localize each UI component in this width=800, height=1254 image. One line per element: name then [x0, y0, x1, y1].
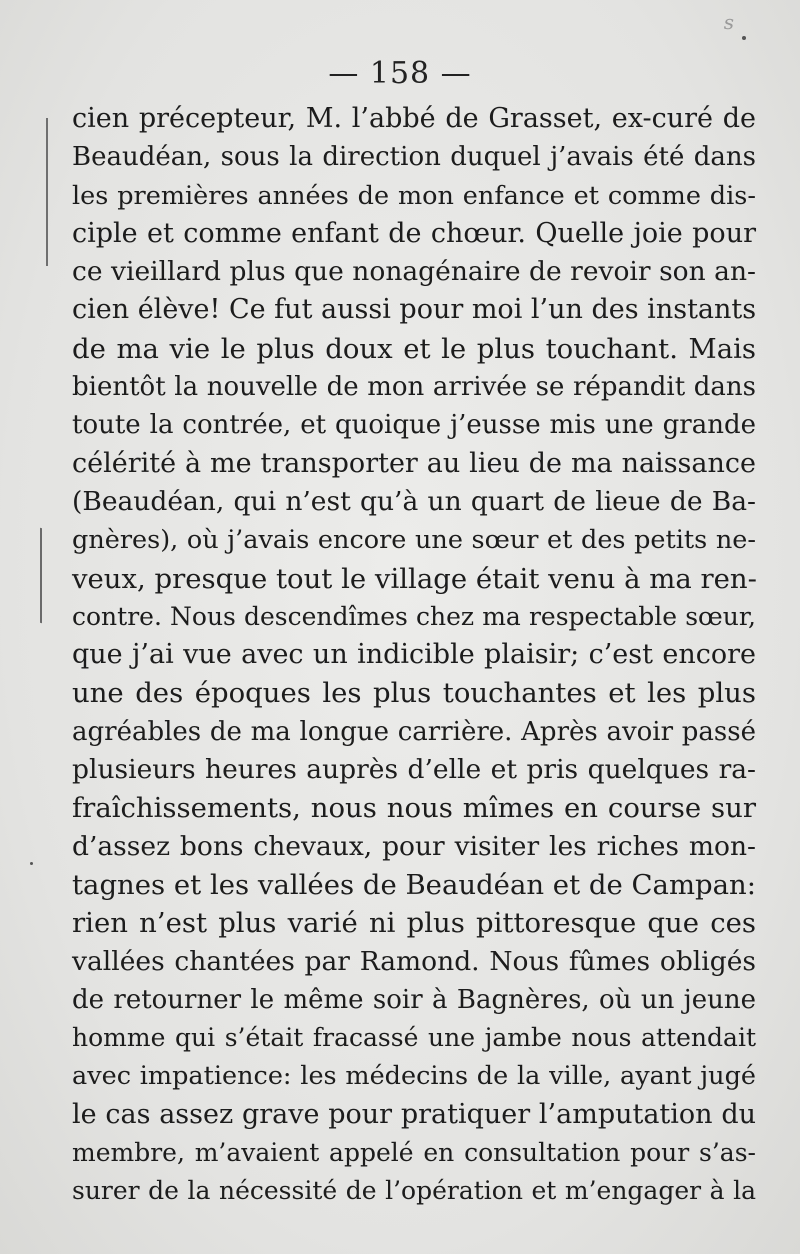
text-line: contre. Nous descendîmes chez ma respectable sœur, [72, 601, 756, 631]
text-line: gnères), où j’avais encore une sœur et des petits ne- [72, 525, 756, 556]
text-line: célérité à me transporter au lieu de ma naissance [72, 447, 756, 479]
page-number: — 158 — [328, 56, 472, 91]
ink-speck [30, 862, 33, 865]
text-line: avec impatience: les médecins de la ville, ayant jugé [72, 1061, 756, 1092]
text-line: tagnes et les vallées de Beaudéan et de Campan: [72, 868, 756, 901]
text-line: de retourner le même soir à Bagnères, où un jeune [72, 984, 756, 1015]
text-line: d’assez bons chevaux, pour visiter les riches mon- [72, 830, 756, 862]
text-line: plusieurs heures auprès d’elle et pris quelques ra- [72, 754, 756, 786]
text-line: vallées chantées par Ramond. Nous fûmes obligés [72, 945, 756, 977]
ink-speck [742, 36, 746, 40]
text-line: agréables de ma longue carrière. Après avoir passé [72, 716, 756, 747]
text-line: rien n’est plus varié ni plus pittoresque que ces [72, 907, 756, 940]
pencil-corner-mark: s [723, 10, 734, 34]
text-line: le cas assez grave pour pratiquer l’amputation du [72, 1098, 756, 1130]
text-line: bientôt la nouvelle de mon arrivée se répandit dans [72, 372, 756, 403]
text-line: (Beaudéan, qui n’est qu’à un quart de lieue de Ba- [72, 485, 756, 517]
text-line: ce vieillard plus que nonagénaire de revoir son an- [72, 256, 756, 288]
body-text [72, 100, 756, 1211]
text-line: surer de la nécessité de l’opération et m’engager à la [72, 1176, 756, 1206]
text-line: les premières années de mon enfance et comme dis- [72, 180, 756, 211]
margin-bracket-mark [40, 528, 42, 623]
text-line: de ma vie le plus doux et le plus touchant. Mais [72, 332, 756, 365]
text-line: cien élève! Ce fut aussi pour moi l’un des instants [72, 294, 757, 326]
margin-bracket-mark [46, 118, 48, 266]
text-line: cien précepteur, M. l’abbé de Grasset, ex-curé de [72, 103, 756, 134]
text-line: ciple et comme enfant de chœur. Quelle joie pour [72, 217, 756, 249]
text-line: toute la contrée, et quoique j’eusse mis une grande [72, 410, 756, 441]
text-line: membre, m’avaient appelé en consultation pour s’as- [72, 1138, 756, 1168]
text-line: Beaudéan, sous la direction duquel j’avais été dans [72, 142, 756, 173]
text-line: fraîchissements, nous nous mîmes en course sur [72, 792, 756, 825]
text-line: une des époques les plus touchantes et les plus [72, 677, 756, 710]
text-line: que j’ai vue avec un indicible plaisir; c’est encore [72, 639, 756, 671]
text-line: veux, presque tout le village était venu à ma ren- [72, 562, 757, 595]
text-line: homme qui s’était fracassé une jambe nous attendait [72, 1023, 756, 1053]
